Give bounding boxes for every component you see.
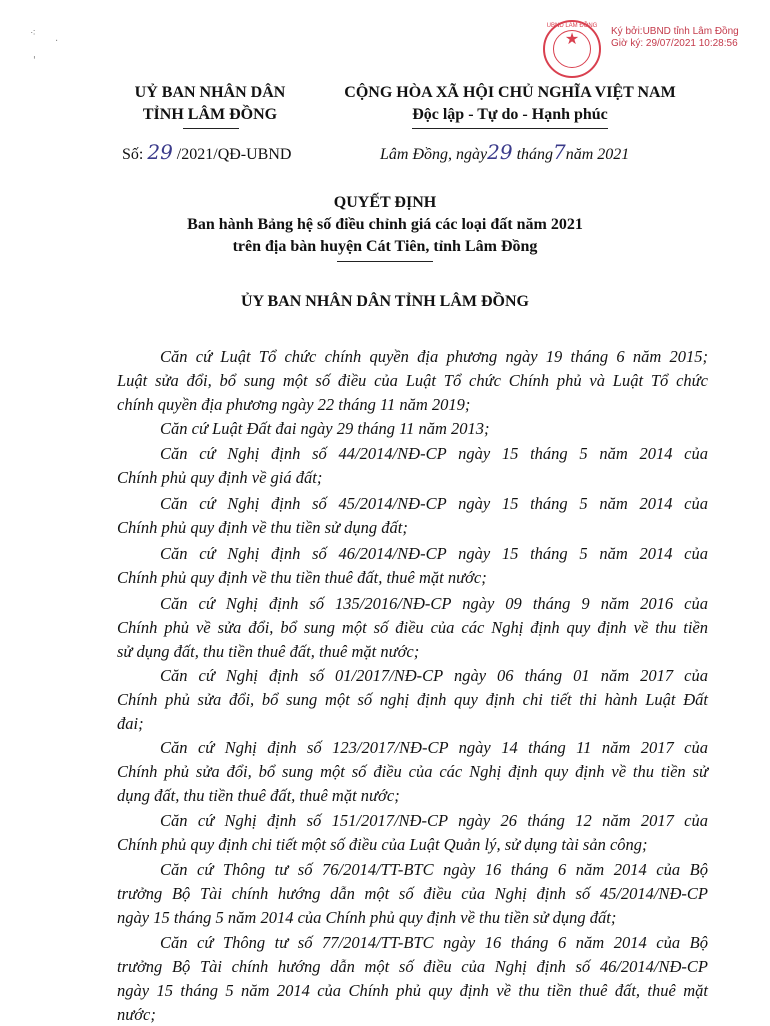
divider xyxy=(183,128,239,129)
decision-subtitle-1: Ban hành Bảng hệ số điều chỉnh giá các loại đất năm 2021 xyxy=(187,216,583,233)
body-line: Chính phủ sửa đổi, bổ sung một số nghị định quy định chi tiết thi hành Luật Đất xyxy=(117,690,708,709)
decision-heading: QUYẾT ĐỊNH xyxy=(333,194,437,211)
divider xyxy=(337,261,433,262)
body-line: Căn cứ Nghị định số 46/2014/NĐ-CP ngày 15 tháng 5 năm 2014 của xyxy=(160,544,708,563)
issuing-authority: ỦY BAN NHÂN DÂN TỈNH LÂM ĐỒNG xyxy=(240,293,529,310)
document-number: Số: 29 /2021/QĐ-UBND xyxy=(122,140,292,164)
body-line: đai; xyxy=(117,714,144,733)
document-date: Lâm Đồng, ngày29 tháng7năm 2021 xyxy=(380,140,630,164)
signed-by: Ký bởi:UBND tỉnh Lâm Đồng xyxy=(611,26,739,37)
body-line: ngày 15 tháng 5 năm 2014 của Chính phủ quy định về thu tiền thuê đất, thuê mặt xyxy=(117,981,708,1000)
body-line: Căn cứ Thông tư số 76/2014/TT-BTC ngày 16 tháng 6 năm 2014 của Bộ xyxy=(160,860,708,879)
body-line: Chính phủ quy định về giá đất; xyxy=(117,468,323,487)
red-seal-stamp: UBND LÂM ĐỒNG ★ xyxy=(543,20,601,78)
body-line: Luật sửa đổi, bổ sung một số điều của Luật Tổ chức Chính phủ và Luật Tổ chức xyxy=(117,371,708,390)
scan-speck: ⁖ xyxy=(30,28,36,39)
body-line: Căn cứ Nghị định số 123/2017/NĐ-CP ngày 14 tháng 11 năm 2017 của xyxy=(160,738,708,757)
body-line: Chính phủ quy định chi tiết một số điều của Luật Quản lý, sử dụng tài sản công; xyxy=(117,835,648,854)
body-line: Chính phủ về sửa đổi, bổ sung một số điều của các Nghị định quy định về thu tiền xyxy=(117,618,708,637)
body-line: Căn cứ Luật Đất đai ngày 29 tháng 11 năm 2013; xyxy=(160,419,490,438)
body-line: nước; xyxy=(117,1005,156,1024)
body-line: Căn cứ Nghị định số 01/2017/NĐ-CP ngày 06 tháng 01 năm 2017 của xyxy=(160,666,708,685)
body-line: trưởng Bộ Tài chính hướng dẫn một số điều của Nghị định số 45/2014/NĐ-CP xyxy=(117,884,708,903)
body-line: Chính phủ sửa đổi, bổ sung một số điều của các Nghị định quy định về thu tiền sử xyxy=(117,762,708,781)
body-line: chính quyền địa phương ngày 22 tháng 11 năm 2019; xyxy=(117,395,471,414)
digital-signature-info xyxy=(611,26,739,50)
body-line: Căn cứ Nghị định số 44/2014/NĐ-CP ngày 15 tháng 5 năm 2014 của xyxy=(160,444,708,463)
body-line: Căn cứ Luật Tổ chức chính quyền địa phương ngày 19 tháng 6 năm 2015; xyxy=(160,347,708,366)
signed-time: Giờ ký: 29/07/2021 10:28:56 xyxy=(611,38,738,49)
national-motto: CỘNG HÒA XÃ HỘI CHỦ NGHĨA VIỆT NAM Độc lập - Tự do - Hạnh phúc xyxy=(344,84,676,123)
body-line: Căn cứ Nghị định số 135/2016/NĐ-CP ngày 09 tháng 9 năm 2016 của xyxy=(160,594,708,613)
body-line: trưởng Bộ Tài chính hướng dẫn một số điều của Nghị định số 46/2014/NĐ-CP xyxy=(117,957,708,976)
body-line: Chính phủ quy định về thu tiền thuê đất, thuê mặt nước; xyxy=(117,568,487,587)
scan-speck: ' xyxy=(33,55,36,66)
agency-name: UỶ BAN NHÂN DÂN TỈNH LÂM ĐỒNG xyxy=(134,84,286,123)
body-line: Căn cứ Nghị định số 45/2014/NĐ-CP ngày 15 tháng 5 năm 2014 của xyxy=(160,494,708,513)
body-line: Căn cứ Nghị định số 151/2017/NĐ-CP ngày 26 tháng 12 năm 2017 của xyxy=(160,811,708,830)
scan-speck: · xyxy=(55,36,59,47)
body-line: sử dụng đất, thu tiền thuê đất, thuê mặt nước; xyxy=(117,642,420,661)
decision-subtitle-2: trên địa bàn huyện Cát Tiên, tỉnh Lâm Đồng xyxy=(232,238,538,255)
divider xyxy=(412,128,608,129)
body-line: Chính phủ quy định về thu tiền sử dụng đất; xyxy=(117,518,408,537)
star-icon: ★ xyxy=(564,29,580,48)
body-line: dụng đất, thu tiền thuê đất, thuê mặt nước; xyxy=(117,786,400,805)
body-line: Căn cứ Thông tư số 77/2014/TT-BTC ngày 16 tháng 6 năm 2014 của Bộ xyxy=(160,933,708,952)
body-line: ngày 15 tháng 5 năm 2014 của Chính phủ quy định về thu tiền sử dụng đất; xyxy=(117,908,617,927)
